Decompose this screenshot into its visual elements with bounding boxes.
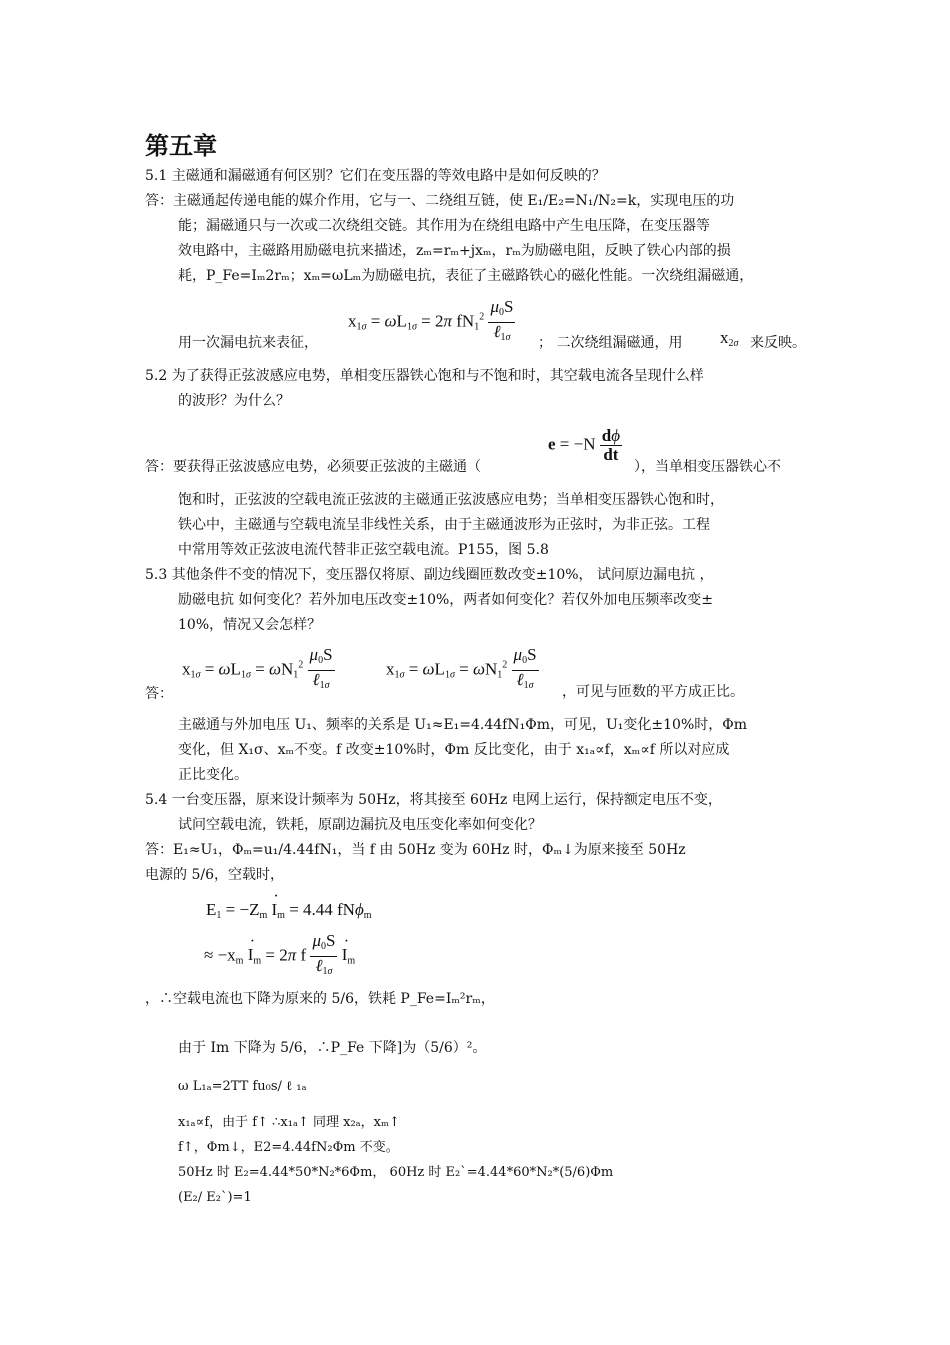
q54-answer-line: 由于 Im 下降为 5/6，∴P_Fe 下降]为（5/6）²。: [178, 1040, 487, 1056]
q52-question: 5.2 为了获得正弦波感应电势，单相变压器铁心饱和与不饱和时，其空载电流各呈现什么样: [145, 368, 704, 384]
q52-question: 的波形？为什么？: [178, 393, 290, 409]
q51-answer-line: 效电路中，主磁路用励磁电抗来描述，zₘ=rₘ+jxₘ，rₘ为励磁电阻，反映了铁心内部的损: [178, 243, 731, 259]
q54-question: 5.4 一台变压器，原来设计频率为 50Hz，将其接至 60Hz 电网上运行，保持额定电压不变，: [145, 792, 722, 808]
leakage-reactance-turns-formula-2: $x_{1\sigma} = \omega L_{1\sigma} = \omega N_1^2$ $\frac{\mu_0S}{\ell_{1\sigma}}$: [386, 645, 537, 691]
q52-answer-line: 答：要获得正弦波感应电势，必须要正弦波的主磁通（: [145, 459, 481, 475]
q51-answer-line: 答：主磁通起传递电能的媒介作用，它与一、二绕组互链，使 E₁/E₂=N₁/N₂=k，实现电压的功: [145, 193, 735, 209]
q51-answer-line: 能；漏磁通只与一次或二次绕组交链。其作用为在绕组电路中产生电压降，在变压器等: [178, 218, 710, 234]
emf-formula: e = −N $\frac{d\phi}{dt}$: [548, 426, 621, 464]
q51-answer-line: ； 二次绕组漏磁通，用: [538, 335, 683, 351]
q53-answer-line: 变化，但 X₁σ、xₘ不变。f 改变±10%时，Φm 反比变化，由于 x₁ₐ∝f，xₘ∝f 所以对应成: [178, 742, 730, 758]
q51-answer-line: 耗，P_Fe=Iₘ2rₘ；xₘ=ωLₘ为励磁电抗，表征了主磁路铁心的磁化性能。一次绕组漏磁通，: [178, 268, 754, 284]
q54-answer-line: f↑，Φm↓，E2=4.44fN₂Φm 不变。: [178, 1140, 399, 1155]
leakage-reactance-formula: $x_{1\sigma} = \omega L_{1\sigma} = 2\pi$ $fN_1^2$ $\frac{\mu_0S}{\ell_{1\sigma}}$: [348, 297, 514, 343]
q53-answer-line: 正比变化。: [178, 767, 248, 783]
q54-answer-line: ω L₁ₐ=2TT fu₀s/ ℓ ₁ₐ: [178, 1079, 307, 1094]
q54-answer-line: (E₂/ E₂`)=1: [178, 1190, 252, 1205]
q51-answer-line: 用一次漏电抗来表征，: [178, 335, 318, 351]
q54-answer-line: x₁ₐ∝f，由于 f↑ ∴x₁ₐ↑ 同理 x₂ₐ，xₘ↑: [178, 1115, 400, 1130]
q54-answer-line: 50Hz 时 E₂=4.44*50*N₂*6Φm， 60Hz 时 E₂`=4.44*60*N₂*(5/6)Φm: [178, 1165, 614, 1180]
q52-answer-line: 饱和时，正弦波的空载电流正弦波的主磁通正弦波感应电势；当单相变压器铁心饱和时，: [178, 492, 724, 508]
leakage-reactance-turns-formula: $x_{1\sigma} = \omega L_{1\sigma} = \omega N_1^2$ $\frac{\mu_0S}{\ell_{1\sigma}}$: [182, 645, 333, 691]
q51-answer-line: 来反映。: [750, 335, 806, 351]
q53-question: 励磁电抗 如何变化？若外加电压改变±10%，两者如何变化？若仅外加电压频率改变±: [178, 592, 714, 608]
q52-answer-line: 铁心中，主磁通与空载电流呈非线性关系，由于主磁通波形为正弦时，为非正弦。工程: [178, 517, 710, 533]
q54-answer-line: ，∴空载电流也下降为原来的 5/6，铁耗 P_Fe=Iₘ²rₘ，: [145, 991, 495, 1007]
q54-answer-line: 答：E₁≈U₁，Φₘ=u₁/4.44fN₁，当 f 由 50Hz 变为 60Hz 时，Φₘ↓为原来接至 50Hz: [145, 842, 686, 858]
q54-question: 试问空载电流，铁耗，原副边漏抗及电压变化率如何变化？: [178, 817, 542, 833]
emf-current-formula: $E_1 = -Z_m \cdot I_m = 4.44$ fNϕ$_m$: [206, 900, 372, 921]
q52-answer-line: 中常用等效正弦波电流代替非正弦空载电流。P155，图 5.8: [178, 542, 549, 558]
chapter-title: 第五章: [145, 132, 217, 160]
q52-answer-line: ），当单相变压器铁心不: [634, 459, 781, 475]
magnetizing-current-formula: ≈ $-x_m \cdot I_m = 2\pi$ f $\frac{\mu_0S}{\ell_{1\sigma}}$ · $I_m$: [204, 932, 355, 981]
q51-question: 5.1 主磁通和漏磁通有何区别？它们在变压器的等效电路中是如何反映的？: [145, 168, 606, 184]
x2-sigma-symbol: $x_{2\sigma}$: [720, 328, 739, 349]
q54-answer-line: 电源的 5/6，空载时，: [145, 867, 284, 883]
q53-answer-line: ，可见与匝数的平方成正比。: [562, 684, 744, 700]
q53-question: 10%，情况又会怎样？: [178, 617, 322, 633]
q53-question: 5.3 其他条件不变的情况下，变压器仅将原、副边线圈匝数改变±10%， 试问原边漏电抗 ，: [145, 567, 714, 583]
q53-answer-line: 主磁通与外加电压 U₁、频率的关系是 U₁≈E₁=4.44fN₁Φm，可见，U₁变化±10%时，Φm: [178, 717, 747, 733]
q53-answer-label: 答：: [145, 686, 173, 702]
